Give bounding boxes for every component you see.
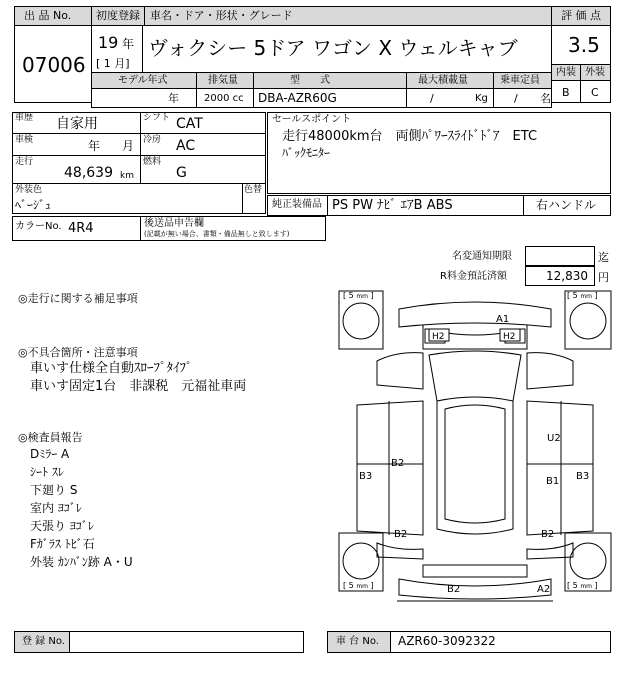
mileage-unit: km	[120, 171, 134, 181]
inspection-year: 年	[88, 139, 101, 153]
report-item: 室内 ﾖｺﾞﾚ	[30, 501, 82, 515]
svg-text:[ 5 mm ]: [ 5 mm ]	[567, 581, 598, 590]
exterior-label: 外装	[585, 67, 605, 78]
first-reg-year: 19	[98, 33, 119, 52]
report-item: Fｶﾞﾗｽ ﾄﾋﾞ石	[30, 537, 95, 551]
defect-1: 車いす仕様全自動ｽﾛｰﾌﾟﾀｲﾌﾟ	[30, 361, 193, 376]
max-load-sep: /	[430, 92, 434, 105]
notice-cell	[525, 246, 595, 266]
model-label-cell	[253, 72, 407, 89]
mark-b2-bottom: B2	[447, 584, 461, 595]
fee: 12,830	[546, 269, 588, 283]
max-load-unit: Kg	[475, 93, 488, 104]
lot-no: 07006	[22, 53, 86, 77]
row-line	[12, 133, 266, 134]
model-label: 型 式	[290, 75, 330, 86]
svg-text:[ 5 mm ]: [ 5 mm ]	[343, 581, 374, 590]
mileage-label: 走行	[15, 157, 34, 167]
first-reg-year-unit: 年	[122, 37, 135, 51]
displacement: 2000 cc	[204, 93, 244, 104]
inspector-label: ◎検査員報告	[18, 431, 83, 444]
repaint-label: 色替	[244, 185, 263, 195]
notice-label: 名変通知期限	[452, 251, 512, 262]
col-line	[140, 112, 141, 183]
score-label: 評 価 点	[561, 9, 601, 22]
notice-unit: 迄	[598, 251, 609, 264]
sales-line1: 走行48000km台 両側ﾊﾟﾜｰｽﾗｲﾄﾞﾄﾞｱ ETC	[282, 129, 538, 144]
reg-label: 登 録 No.	[22, 636, 65, 647]
inspection-month: 月	[122, 139, 135, 153]
color-no: 4R4	[68, 221, 94, 236]
first-reg-label: 初度登録	[96, 9, 140, 22]
chassis-no: AZR60-3092322	[398, 634, 496, 648]
steering: 右ハンドル	[536, 198, 597, 212]
first-reg-month: [ 1 月]	[96, 57, 130, 70]
chassis-label: 車 台 No.	[336, 636, 379, 647]
car-diagram	[337, 289, 613, 623]
history: 自家用	[56, 116, 98, 132]
mark-b3-left: B3	[359, 471, 373, 482]
car-name-divider	[142, 25, 143, 73]
report-item: 天張り ﾖｺﾞﾚ	[30, 519, 94, 533]
equipment-items: PS PW ﾅﾋﾞ ｴｱB ABS	[332, 198, 453, 213]
mark-b2-rear-right: B2	[541, 529, 555, 540]
capacity-unit: 名	[540, 92, 551, 105]
mark-b1: B1	[546, 476, 560, 487]
lot-label: 出 品 No.	[24, 9, 72, 22]
exterior-grade: C	[591, 86, 599, 99]
report-item: 下廻り S	[30, 483, 78, 497]
report-item: 外装 ｶﾝﾊﾞﾝ跡 A・U	[30, 555, 133, 569]
defects-label: ◎不具合箇所・注意事項	[18, 346, 138, 359]
row-line	[12, 155, 266, 156]
displacement-label: 排気量	[208, 75, 238, 86]
defect-2: 車いす固定1台 非課税 元福祉車両	[30, 379, 247, 394]
model-year-cell	[91, 88, 197, 108]
mark-a1: A1	[496, 314, 510, 325]
score: 3.5	[568, 33, 600, 57]
svg-text:[ 5 mm ]: [ 5 mm ]	[343, 291, 374, 300]
ac-label: 冷房	[143, 135, 162, 145]
col-line	[140, 216, 141, 241]
capacity-label: 乗車定員	[500, 75, 540, 86]
history-label: 車歴	[15, 113, 34, 123]
car-name: ヴォクシー 5ドア ワゴン X ウェルキャブ	[148, 36, 518, 60]
model: DBA-AZR60G	[258, 91, 337, 105]
sales-label: セールスポイント	[272, 114, 352, 125]
tire-rear-left	[339, 533, 383, 591]
exterior-color: ﾍﾞｰｼﾞｭ	[15, 198, 52, 212]
max-load-label: 最大積載量	[418, 75, 468, 86]
report-item: ｼｰﾄ ｽﾚ	[30, 465, 64, 479]
tire-front-left	[339, 291, 383, 349]
after-report-note: (記載が無い場合、書類・備品無しと致します)	[144, 230, 290, 238]
mark-b2-left: B2	[391, 458, 405, 469]
tire-front-right	[565, 291, 611, 349]
fee-label: R料金預託済額	[440, 271, 507, 282]
tire-rear-right	[565, 533, 611, 591]
fuel-label: 燃料	[143, 157, 162, 167]
mark-a2: A2	[537, 584, 551, 595]
mark-b3-right: B3	[576, 471, 590, 482]
interior-label: 内装	[556, 67, 576, 78]
color-no-label: カラーNo.	[15, 221, 62, 232]
car-info-label: 車名・ドア・形状・グレード	[150, 9, 293, 22]
mark-h2-right: H2	[503, 332, 516, 342]
mark-b2-rear-left: B2	[394, 529, 408, 540]
fuel: G	[176, 165, 187, 181]
report-item: Dﾐﾗｰ A	[30, 447, 70, 461]
inspection-label: 車検	[15, 135, 34, 145]
after-report-label: 後送品申告欄	[144, 218, 204, 229]
fee-unit: 円	[598, 271, 609, 284]
mark-h2-left: H2	[432, 332, 445, 342]
mileage: 48,639	[64, 165, 113, 181]
shift-label: シフト	[143, 113, 171, 123]
model-year-unit: 年	[168, 92, 179, 105]
exterior-color-label: 外装色	[15, 185, 43, 195]
driving-label: ◎走行に関する補足事項	[18, 292, 138, 305]
interior-grade: B	[562, 86, 570, 99]
sales-line2: ﾊﾞｯｸﾓﾆﾀｰ	[282, 146, 331, 160]
model-year-label: モデル年式	[118, 75, 168, 86]
mark-u2: U2	[547, 433, 561, 444]
capacity-sep: /	[514, 92, 518, 105]
shift: CAT	[176, 116, 203, 132]
row-line	[12, 183, 266, 184]
svg-text:[ 5 mm ]: [ 5 mm ]	[567, 291, 598, 300]
equipment-label: 純正装備品	[272, 199, 322, 210]
ac: AC	[176, 138, 196, 154]
